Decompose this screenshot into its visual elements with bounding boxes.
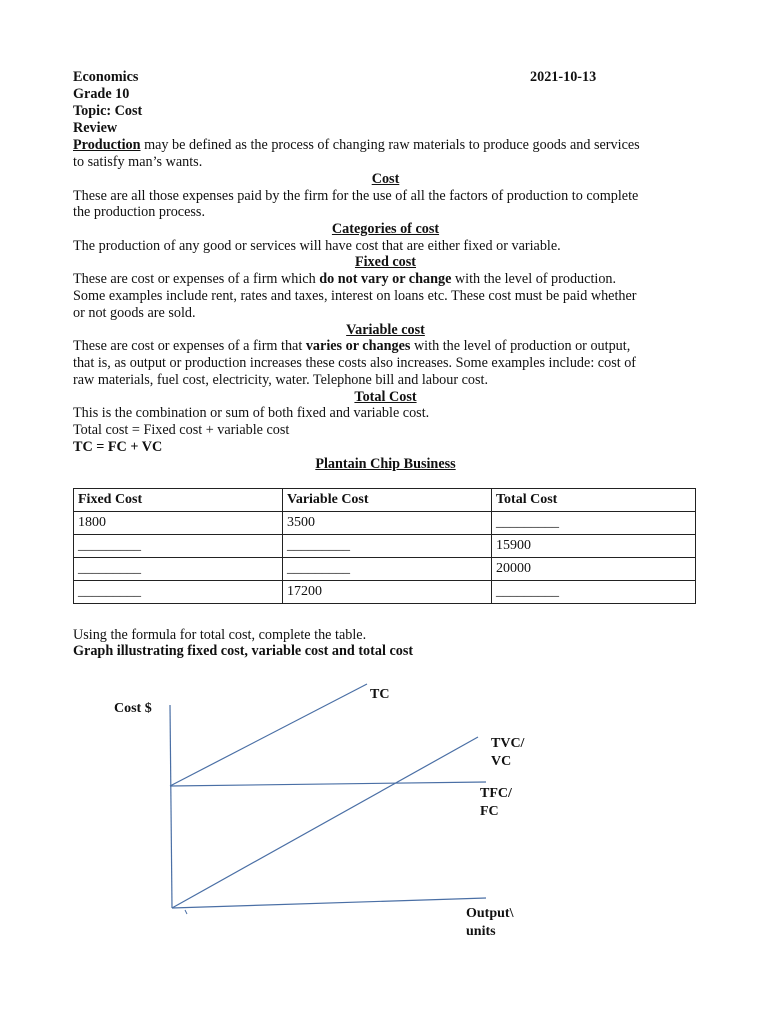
fixed-text-line2: Some examples include rent, rates and taxes, interest on loans etc. These cost must be paid whether [73,288,637,304]
variable-text-line1: These are cost or expenses of a firm that varies or changes with the level of production or output, [73,338,631,354]
instruction-text: Using the formula for total cost, complete the table. [73,627,367,643]
fixed-text-line1: These are cost or expenses of a firm which do not vary or change with the level of production. [73,271,617,287]
table-cell-blank: _________ [74,535,283,558]
production-paragraph-line2: to satisfy man’s wants. [73,154,203,170]
total-text-line2: Total cost = Fixed cost + variable cost [73,422,290,438]
column-header-total-cost: Total Cost [492,489,696,512]
table-cell: 1800 [74,512,283,535]
y-axis [170,705,172,908]
table-cell: 3500 [283,512,492,535]
table-cell-blank: _________ [74,581,283,604]
production-term: Production [73,137,141,153]
cost-text-line2: the production process. [73,204,205,220]
total-cost-line [170,684,367,786]
column-header-fixed-cost: Fixed Cost [74,489,283,512]
variable-text-line3: raw materials, fuel cost, electricity, water. Telephone bill and labour cost. [73,372,489,388]
table-cell: 20000 [492,558,696,581]
fixed-text-line3: or not goods are sold. [73,305,196,321]
variable-cost-line [172,737,478,908]
heading-fixed-cost: Fixed cost [354,254,417,270]
cost-text-line1: These are all those expenses paid by the firm for the use of all the factors of production to complete [73,188,639,204]
graph-heading: Graph illustrating fixed cost, variable cost and total cost [73,643,414,659]
cost-axis-label: Cost $ [114,701,152,716]
variable-text-line2: that is, as output or production increases these costs also increases. Some examples include: cost of [73,355,637,371]
table-cell: 15900 [492,535,696,558]
tfc-label: TFC/ FC [480,786,512,819]
table-cell-blank: _________ [492,512,696,535]
heading-variable-cost: Variable cost [346,322,425,338]
table-title: Plantain Chip Business [315,456,456,472]
table-cell: 17200 [283,581,492,604]
table-cell-blank: _________ [283,558,492,581]
categories-text: The production of any good or services will have cost that are either fixed or variable. [73,238,561,254]
table-row [74,558,696,581]
output-axis-label: Output\ units [466,906,514,939]
date-label: 2021-10-13 [530,69,597,85]
total-text-line1: This is the combination or sum of both fixed and variable cost. [73,405,430,421]
column-header-variable-cost: Variable Cost [283,489,492,512]
total-formula: TC = FC + VC [73,439,163,455]
cost-table [73,488,696,604]
tvc-label: TVC/ VC [491,736,525,769]
production-paragraph-line1: Production may be defined as the process of changing raw materials to produce goods and services [73,137,640,153]
heading-cost: Cost [371,171,400,187]
table-row [74,512,696,535]
grade-label: Grade 10 [73,86,130,102]
review-label: Review [73,120,118,136]
origin-tick [185,910,187,914]
table-cell-blank: _________ [74,558,283,581]
heading-categories: Categories of cost [331,221,440,237]
table-row [74,535,696,558]
table-header-row [74,489,696,512]
x-axis [172,898,486,908]
table-row [74,581,696,604]
table-cell-blank: _________ [492,581,696,604]
subject-label: Economics [73,69,139,85]
table-cell-blank: _________ [283,535,492,558]
fixed-cost-line [170,782,486,786]
topic-label: Topic: Cost [73,103,143,119]
tc-label: TC [370,687,390,702]
heading-total-cost: Total Cost [354,389,417,405]
